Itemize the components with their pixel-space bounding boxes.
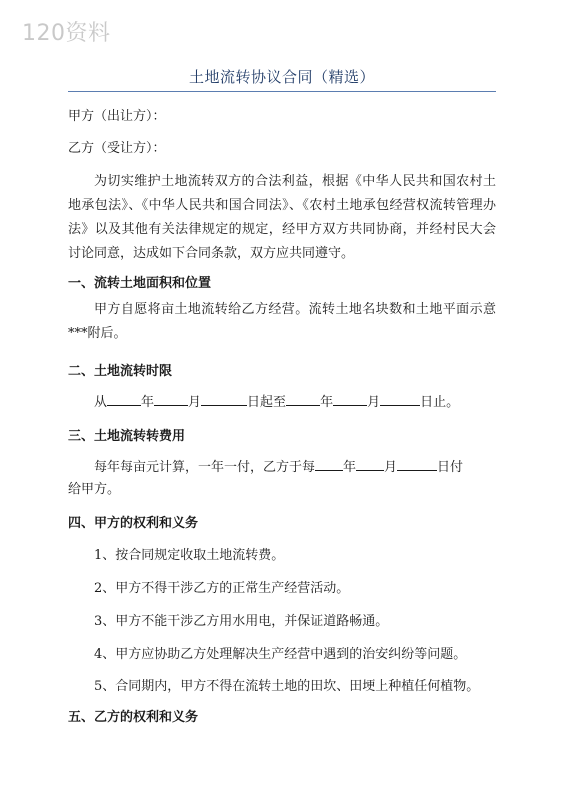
fee-tail: 给甲方。 [68, 482, 121, 497]
term-end-month-label: 月 [367, 395, 381, 410]
section-1-heading: 一、流转土地面积和位置 [68, 276, 212, 291]
blank-fee-month [356, 458, 384, 471]
section-4-heading: 四、甲方的权利和义务 [68, 516, 199, 531]
party-a-line: 甲方（出让方）： [68, 109, 166, 124]
blank-start-month [154, 393, 188, 406]
list-item: 3、甲方不能干涉乙方用水用电，并保证道路畅通。 [94, 614, 389, 629]
section-2-heading: 二、土地流转时限 [68, 364, 173, 379]
fee-line [94, 456, 463, 475]
blank-end-year [286, 393, 320, 406]
section-5-heading: 五、乙方的权利和义务 [68, 710, 199, 725]
list-item: 1、按合同规定收取土地流转费。 [94, 548, 285, 563]
term-day-from-label: 日起至 [247, 395, 287, 410]
document-title: 土地流转协议合同（精选） [188, 68, 375, 86]
blank-start-day [201, 393, 247, 406]
section-3-heading: 三、土地流转转费用 [68, 429, 186, 444]
blank-end-day [380, 393, 420, 406]
watermark: 120资料 [22, 21, 111, 46]
intro-paragraph: 为切实维护土地流转双方的合法利益，根据《中华人民共和国农村土地承包法》、《中华人民共和国合同法》、《农村土地承包经营权流转管理办法》以及其他有关法律规定的规定，经甲方双方共同协商，并经村民大会讨论同意，达成如下合同条款，双方应共同遵守。 [68, 174, 496, 261]
blank-fee-year [315, 458, 343, 471]
title-bar [68, 66, 496, 92]
blank-end-month [333, 393, 367, 406]
list-item: 4、甲方应协助乙方处理解决生产经营中遇到的治安纠纷等问题。 [94, 647, 467, 662]
list-item: 2、甲方不得干涉乙方的正常生产经营活动。 [94, 581, 350, 596]
term-year-label: 年 [141, 395, 155, 410]
fee-suffix: 日付 [437, 460, 464, 475]
blank-start-year [107, 393, 141, 406]
fee-year-label: 年 [343, 460, 357, 475]
term-line [94, 391, 459, 410]
term-day-end-label: 日止。 [420, 395, 460, 410]
term-end-year-label: 年 [320, 395, 334, 410]
blank-fee-day [397, 458, 437, 471]
term-month-label: 月 [188, 395, 202, 410]
term-from-label: 从 [94, 395, 108, 410]
party-b-line: 乙方（受让方）： [68, 141, 166, 156]
fee-prefix: 每年每亩元计算，一年一付，乙方于每 [94, 460, 316, 475]
section-1-body: 甲方自愿将亩土地流转给乙方经营。流转土地名块数和土地平面示意***附后。 [68, 302, 496, 341]
fee-month-label: 月 [384, 460, 398, 475]
list-item: 5、合同期内，甲方不得在流转土地的田坎、田埂上种植任何植物。 [94, 679, 480, 694]
